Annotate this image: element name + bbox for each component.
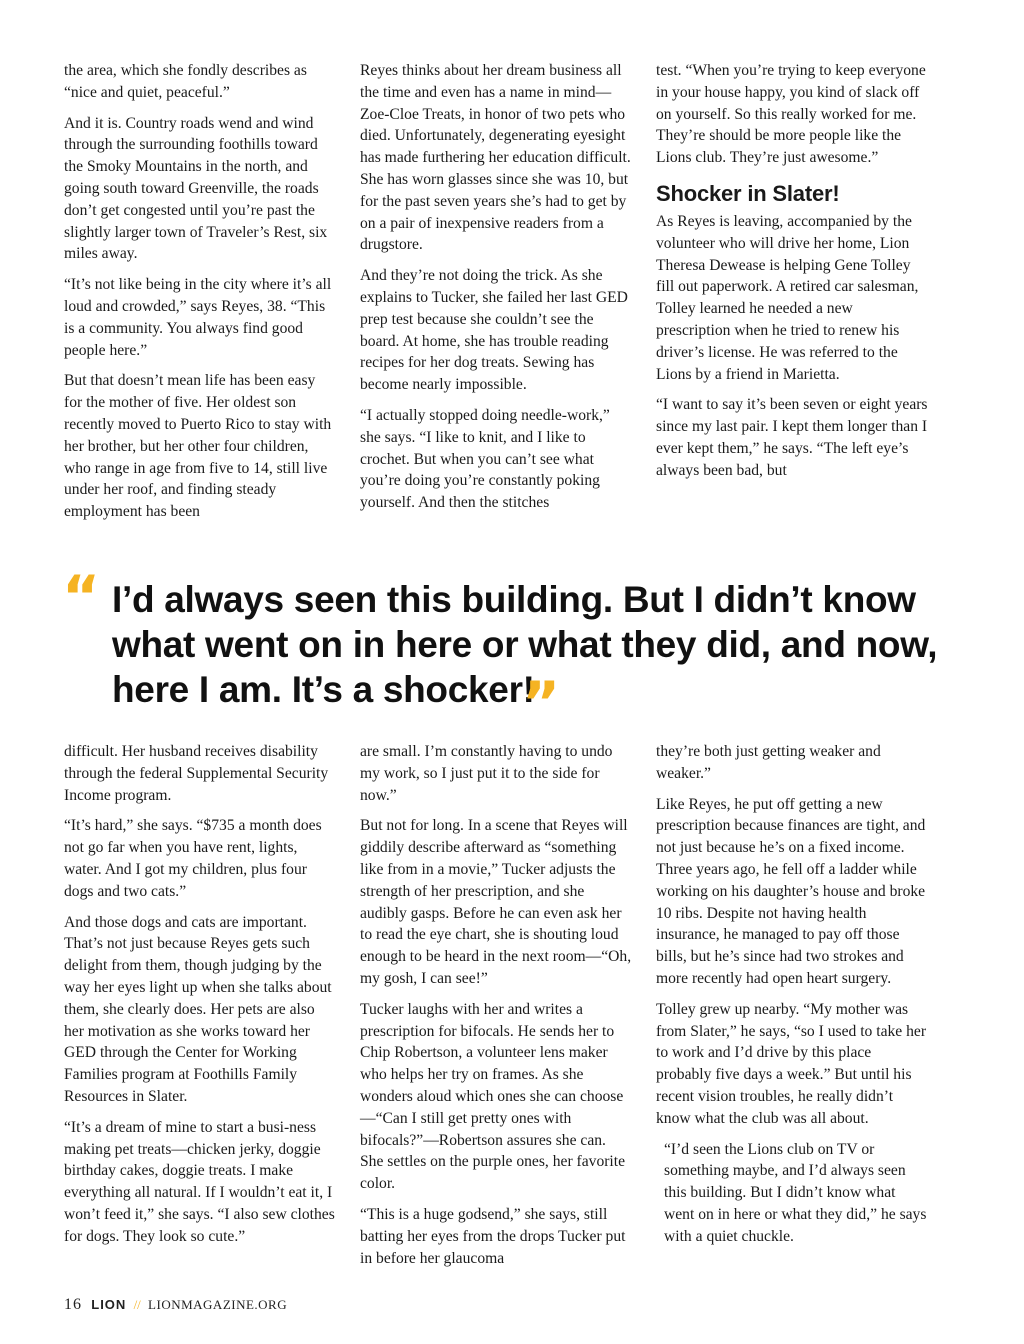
paragraph: Tolley grew up nearby. “My mother was from Slater,” he says, “so I used to take her to work and I’d drive by this place probably five days a week.” But until his recent vision troubles, he really didn’t know what the club was all about. [656,1000,927,1127]
paragraph: And those dogs and cats are important. That’s not just because Reyes gets such delight from them, though judging by the way her eyes light up when she talks about them, she clearly does. Her pets are also her motivation as she works toward her GED through the Center for Working Families program at Foothills Family Resources in Slater. [64,913,332,1105]
paragraph: “It’s not like being in the city where it’s all loud and crowded,” says Reyes, 38. “This is a community. You always find good people here.” [64,276,332,359]
article-column-3 [656,60,928,491]
paragraph: the area, which she fondly describes as “nice and quiet, peaceful.” [64,62,307,101]
paragraph: But that doesn’t mean life has been easy for the mother of five. Her oldest son recently moved to Puerto Rico to stay with her brother, but her other four children, who range in age from five to 14, still live under her roof, and finding steady employment has been [64,372,332,521]
paragraph: Tucker laughs with her and writes a prescription for bifocals. He sends her to Chip Robertson, a volunteer lens maker who helps her try on frames. As she wonders aloud which ones she can choose—“Can I still get pretty ones with bifocals?”—Robertson assures she can. She settles on the purple ones, her favorite color. [360,1000,626,1193]
page-number: 16 [64,1296,82,1313]
paragraph: test. “When you’re trying to keep everyone in your house happy, you kind of slack off on yourself. So this really worked for me. They’re should be more people like the Lions club. They’re just awesome.” [656,62,926,167]
paragraph: are small. I’m constantly having to undo my work, so I just put it to the side for now.” [360,743,613,804]
paragraph: “I want to say it’s been seven or eight years since my last pair. I kept them longer than I ever kept them,” he says. “The left eye’s always been bad, but [656,396,928,479]
paragraph: And it is. Country roads wend and wind through the surrounding foothills toward the Smoky Mountains in the north, and going south toward Greenville, the roads don’t get congested until you’re past the slightly larger town of Traveler’s Rest, six miles away. [64,114,328,263]
paragraph: But not for long. In a scene that Reyes will giddily describe afterward as “something like from in a movie,” Tucker adjusts the strength of her prescription, and she audibly gasps. Before he can even ask her to read the eye chart, she is shouting loud enough to be heard in the next room—“Oh, my gosh, I can see!” [360,817,632,987]
paragraph: As Reyes is leaving, accompanied by the volunteer who will drive her home, Lion Theresa Dewease is helping Gene Tolley fill out paperwork. A retired car salesman, Tolley learned he needed a new prescription when he tried to renew his driver’s license. He was referred to the Lions by a friend in Marietta. [656,212,919,383]
article-column-2 [360,60,632,523]
article-column-5 [360,741,632,1278]
paragraph: “This is a huge godsend,” she says, still batting her eyes from the drops Tucker put in before her glaucoma [360,1205,626,1267]
paragraph: difficult. Her husband receives disability through the federal Supplemental Security Income program. [64,743,329,804]
paragraph: Like Reyes, he put off getting a new prescription because finances are tight, and not just because he’s on a fixed income. Three years ago, he fell off a ladder while working on his daughter’s house and broke 10 ribs. Despite not having health insurance, he managed to pay off those bills, but he’s since had two strokes and more recently had open heart surgery. [656,795,926,987]
magazine-name: LION [91,1297,127,1312]
open-quote-mark: “ [62,563,101,631]
magazine-website: LIONMAGAZINE.ORG [148,1297,288,1312]
article-column-6 [656,741,928,1257]
paragraph: Reyes thinks about her dream business all the time and even has a name in mind—Zoe-Cloe Treats, in honor of two pets who died. Unfortunately, degenerating eyesight has made furthering her education difficult. She has worn glasses since she was 10, but for the past seven years she’s had to get by on a pair of inexpensive readers from a drugstore. [360,62,631,254]
close-quote-mark: ” [522,669,561,737]
footer-separator: // [133,1297,141,1312]
paragraph: “It’s a dream of mine to start a busi-ness making pet treats—chicken jerky, doggie birthday cakes, doggie treats. I make everything all natural. If I wouldn’t eat it, I won’t feed it,” she says. “I also sew clothes for dogs. They look so cute.” [64,1118,335,1245]
paragraph: And they’re not doing the trick. As she explains to Tucker, she failed her last GED prep test because she couldn’t see the board. At home, she has trouble reading recipes for her dog treats. Sewing has become nearly impossible. [360,267,628,394]
paragraph: they’re both just getting weaker and weaker.” [656,743,881,782]
article-column-4 [64,741,336,1257]
paragraph: “It’s hard,” she says. “$735 a month does not go far when you have rent, lights, water. And I got my children, plus four dogs and two cats.” [64,817,322,900]
page-footer [64,1296,287,1314]
paragraph: “I’d seen the Lions club on TV or something maybe, and I’d always seen this building. But I didn’t know what went on in here or what they did,” he says with a quiet chuckle. [664,1140,927,1245]
article-column-1 [64,60,336,532]
section-subheading: Shocker in Slater! [656,180,840,206]
pull-quote: I’d always seen this building. But I didn’t know what went on in here or what they did, and now, here I am. It’s a shocker! [112,579,938,710]
paragraph: “I actually stopped doing needle-work,” she says. “I like to knit, and I like to crochet. But when you can’t see what you’re doing you’re constantly poking yourself. And then the stitches [360,406,610,512]
